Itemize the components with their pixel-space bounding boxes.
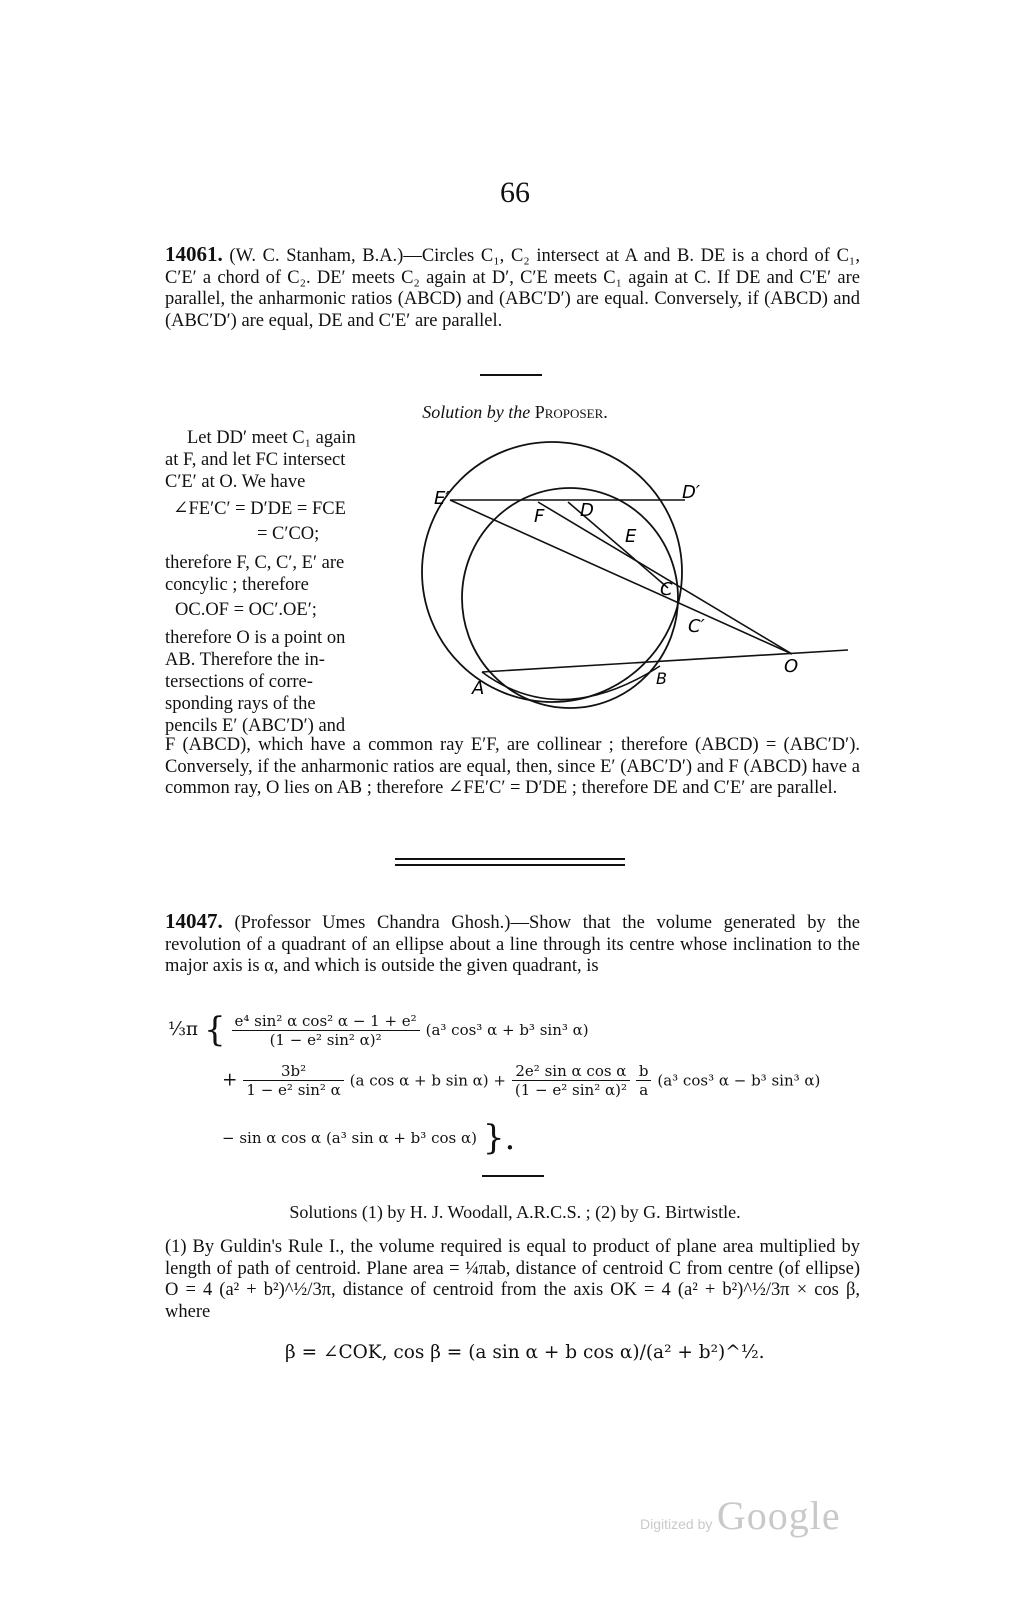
formula-coefficient: ⅓π	[168, 1019, 199, 1040]
solution-heading	[0, 402, 1030, 423]
question-14061	[165, 244, 860, 332]
label-o: O	[784, 656, 799, 677]
formula-line-1	[168, 1010, 589, 1050]
solution-line: therefore O is a point on	[165, 628, 346, 648]
watermark-small-text: Digitized by	[640, 1516, 713, 1532]
solution-line: Let DD′ meet C₁ again	[187, 428, 356, 448]
formula-term-1: (a³ cos³ α + b³ sin³ α)	[425, 1021, 589, 1039]
solutions-heading: Solutions (1) by H. J. Woodall, A.R.C.S. ; (2) by G. Birtwistle.	[289, 1202, 741, 1222]
page-number: 66	[500, 176, 530, 209]
formula-term-3: (a³ cos³ α − b³ sin³ α)	[657, 1071, 821, 1090]
solution-line: sponding rays of the	[165, 694, 316, 714]
solution-line: tersections of corre-	[165, 672, 313, 692]
double-rule-bottom	[395, 864, 625, 866]
label-e: E	[625, 526, 637, 547]
geometry-figure	[420, 430, 860, 730]
question-number-2: 14047.	[165, 909, 223, 933]
label-b: B	[656, 669, 667, 688]
fraction-1: $\frac{\text{e⁴ sin² α cos² α − 1 + e²}}{\text{(1 − e² sin² α)²}}$	[232, 1012, 420, 1049]
proposer-name: Proposer.	[534, 402, 608, 422]
left-brace: {	[203, 1010, 226, 1050]
formula-term-4: − sin α cos α (a³ sin α + b³ cos α)	[222, 1129, 477, 1147]
divider	[480, 374, 542, 376]
question-number: 14061.	[165, 242, 223, 266]
solution-line: therefore F, C, C′, E′ are	[165, 553, 345, 573]
double-rule-top	[395, 858, 625, 860]
label-c-prime: C′	[688, 616, 705, 637]
guldin-paragraph: (1) By Guldin's Rule I., the volume required is equal to product of plane area multiplied by length of path of centroid. Plane area = ¼πab, distance of centroid C from centre (of ellipse) O = 4 (a² + b²)^½/3π, distance of centroid from the axis OK = 4 (a² + b²)^½/3π × cos β, where	[165, 1237, 860, 1322]
label-d: D	[580, 500, 594, 521]
formula-line-2: + $\frac{\text{3b²}}{\text{1 − e² sin² α}}$ (a cos α + b sin α) + $\frac{\text{2e² sin α cos α}}{\text{(1 − e² sin² α)²}}$ $\frac{b}{a}$ (a³ cos³ α − b³ sin³ α)	[222, 1062, 821, 1099]
fraction-2: $\frac{\text{3b²}}{\text{1 − e² sin² α}}$	[243, 1062, 343, 1099]
google-logo: Google	[716, 1493, 841, 1538]
right-brace: }.	[482, 1118, 516, 1158]
question-text: (W. C. Stanham, B.A.)—Circles C₁, C₂ intersect at A and B. DE is a chord of C₁, C′E′ a chord of C₂. DE′ meets C₂ again at D′, C′E meets C₁ again at C. If DE and C′E′ are parallel, the anharmonic ratios (ABCD) and (ABC′D′) are equal. Conversely, if (ABCD) and (ABC′D′) are equal, DE and C′E′ are parallel.	[165, 246, 861, 331]
label-d-prime: D′	[682, 482, 700, 503]
label-c: C	[660, 579, 673, 600]
solution-line: AB. Therefore the in-	[165, 650, 325, 670]
label-e-prime: E′	[434, 488, 450, 509]
final-equation: β = ∠COK, cos β = (a sin α + b cos α)/(a² + b²)^½.	[285, 1342, 765, 1363]
fraction-4: $\frac{b}{a}$	[636, 1062, 652, 1099]
question-text-2: (Professor Umes Chandra Ghosh.)—Show that the volume generated by the revolution of a quadrant of an ellipse about a line through its centre whose inclination to the major axis is α, and which is outside the given quadrant, is	[165, 913, 861, 976]
fraction-3: $\frac{\text{2e² sin α cos α}}{\text{(1 − e² sin² α)²}}$	[512, 1062, 630, 1099]
formula-line-3	[222, 1118, 515, 1158]
solution-continued: F (ABCD), which have a common ray E′F, are collinear ; therefore (ABCD) = (ABC′D′). Conversely, if the anharmonic ratios are equal, then, since E′ (ABC′D′) and F (ABCD) have a common ray, O lies on AB ; therefore ∠FE′C′ = D′DE ; therefore DE and C′E′ are parallel.	[165, 735, 860, 798]
digitized-watermark	[640, 1492, 841, 1539]
formula-term-2: (a cos α + b sin α) +	[349, 1071, 506, 1090]
solution-line: pencils E′ (ABC′D′) and	[165, 716, 346, 736]
solution-line: = C′CO;	[257, 524, 320, 544]
solution-line: ∠FE′C′ = D′DE = FCE	[173, 499, 346, 519]
divider-2	[482, 1175, 544, 1177]
label-a: A	[472, 678, 485, 699]
solution-line: C′E′ at O. We have	[165, 472, 306, 492]
question-14047	[165, 911, 860, 978]
solution-heading-label: Solution by the	[422, 402, 531, 422]
solution-line: OC.OF = OC′.OE′;	[175, 600, 317, 620]
solution-line: concylic ; therefore	[165, 575, 309, 595]
label-f: F	[534, 506, 545, 527]
solution-line: at F, and let FC intersect	[165, 450, 346, 470]
